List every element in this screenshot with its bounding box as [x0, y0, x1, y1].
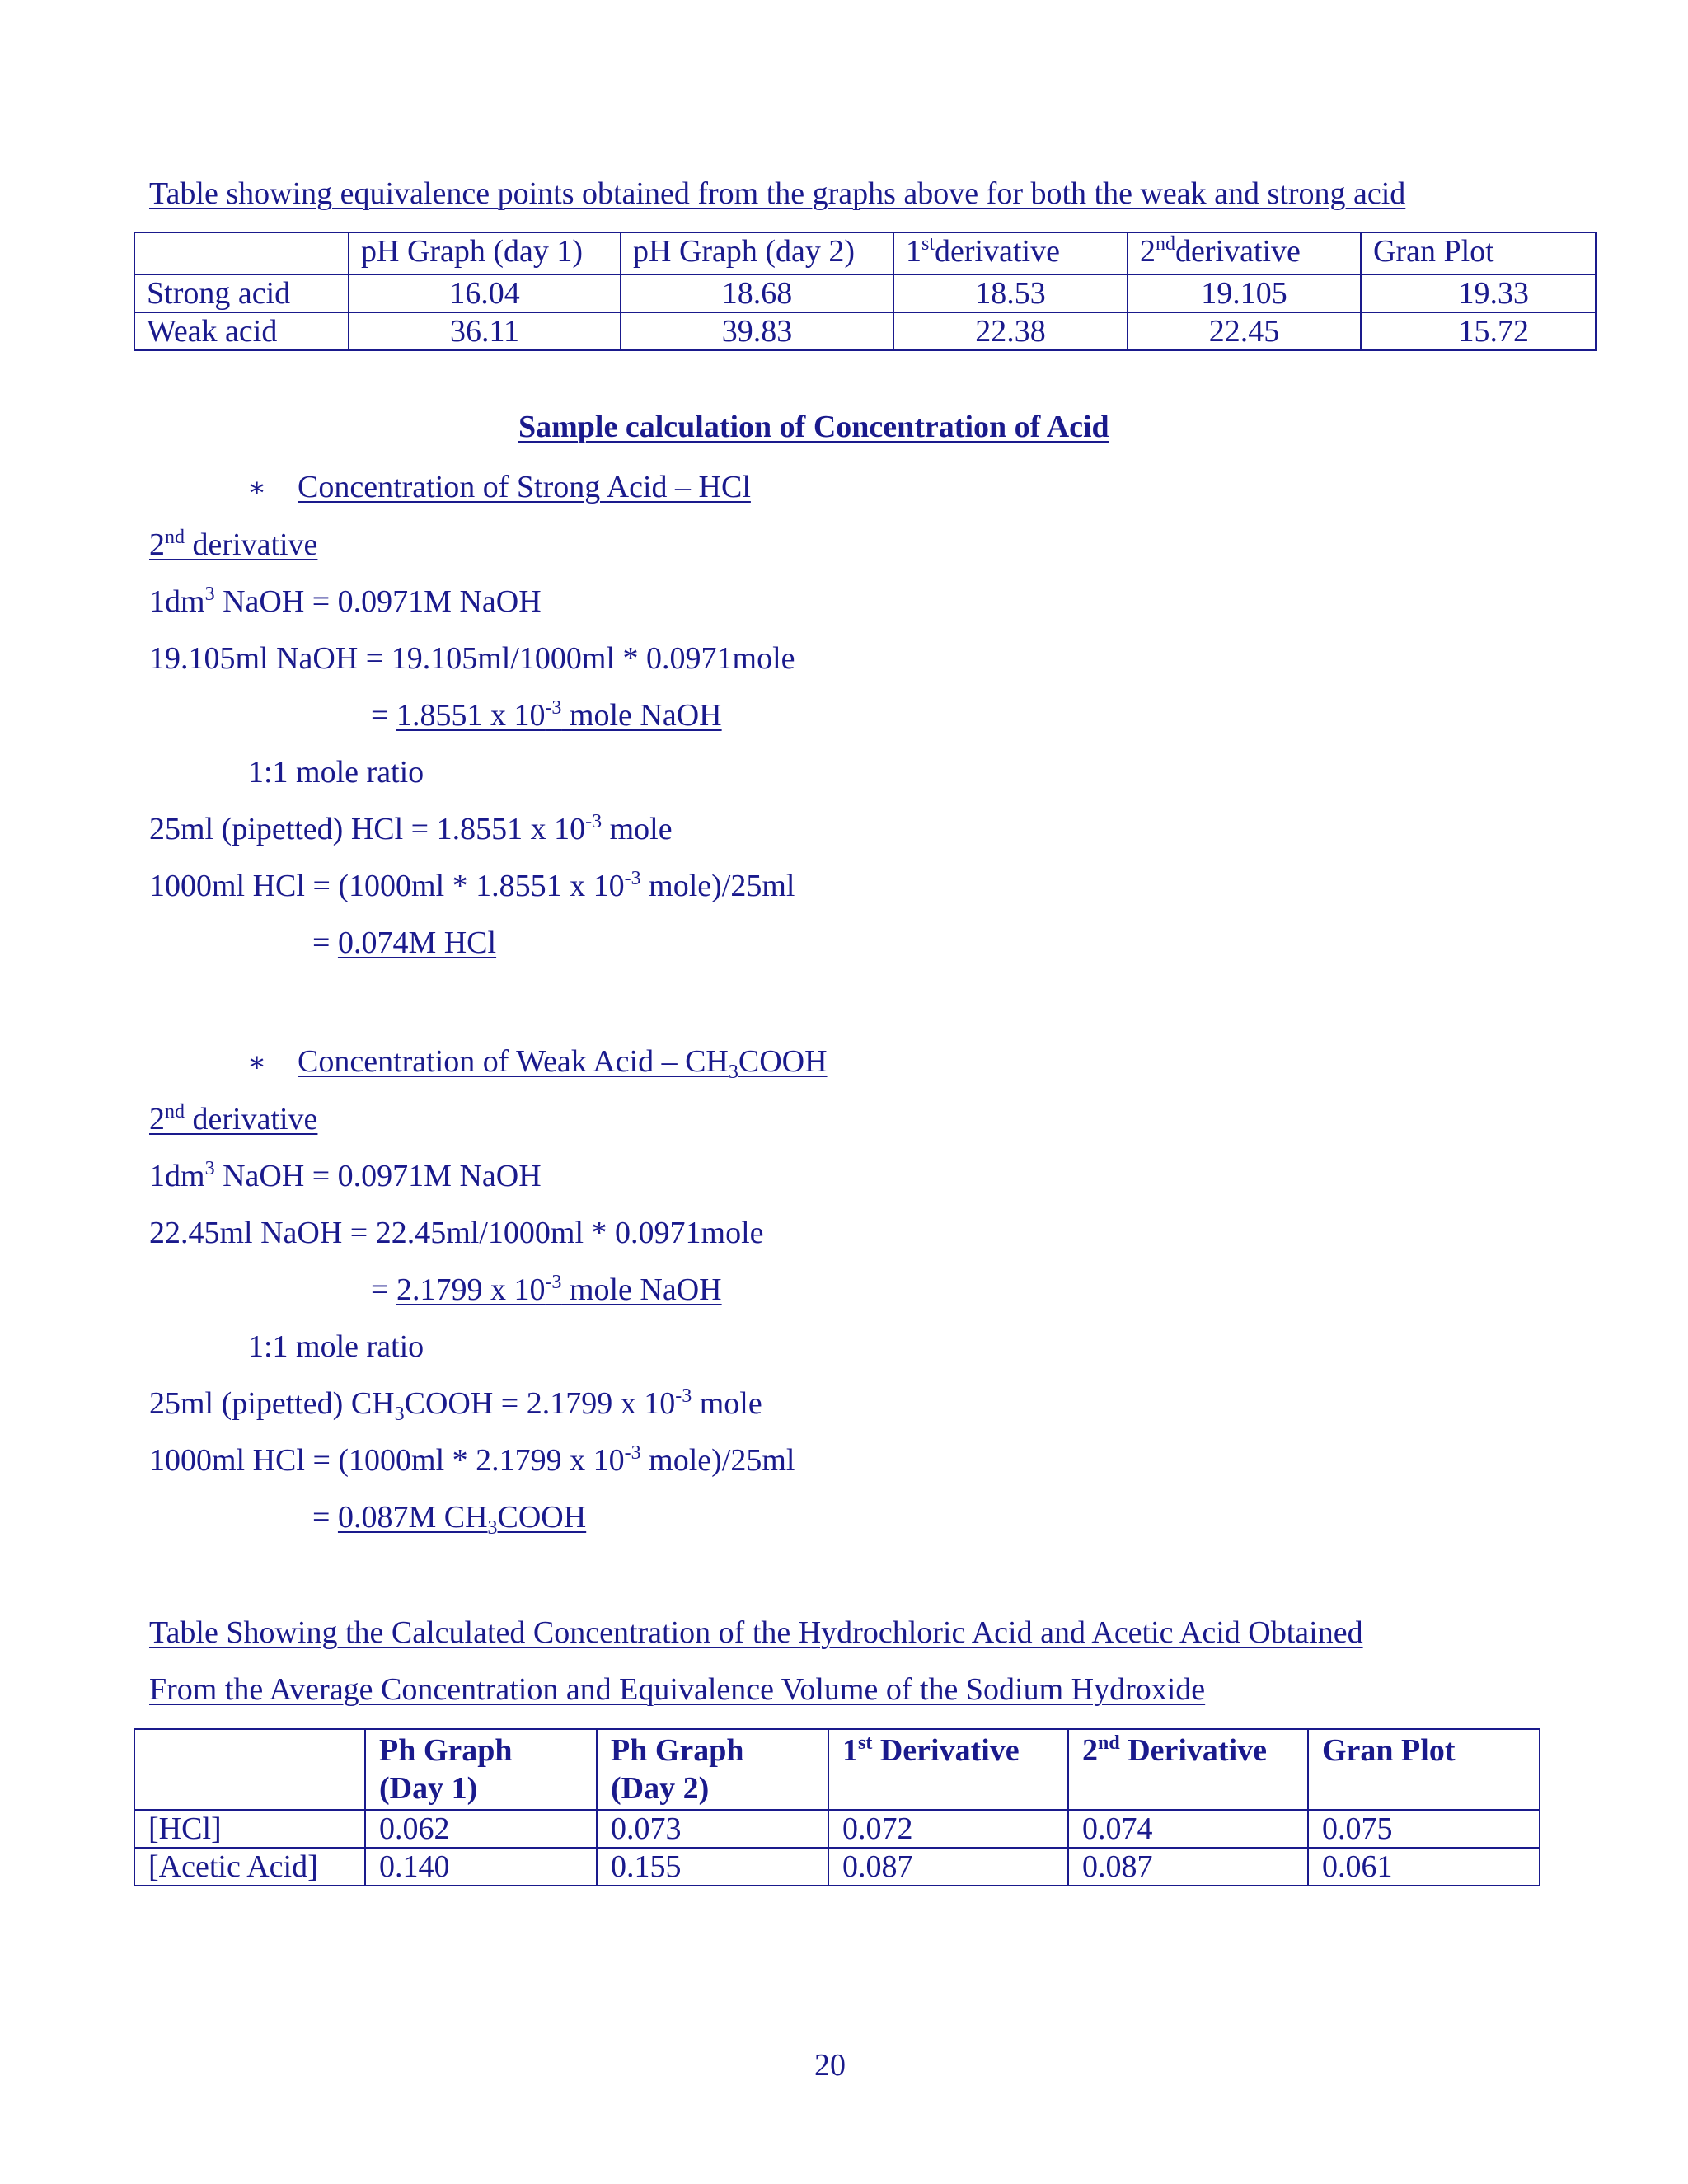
header-text: derivative [1175, 234, 1301, 269]
bullet-icon: ∗ [247, 1047, 267, 1078]
method-word: derivative [185, 527, 318, 562]
weak-moles-result [396, 1272, 722, 1307]
table-cell: 0.075 [1308, 1810, 1540, 1848]
weak-acid-title [298, 1043, 828, 1085]
text-part: COOH [497, 1500, 587, 1535]
ordinal-suffix: nd [1156, 233, 1175, 255]
row-label: [HCl] [134, 1810, 365, 1848]
header-text: Derivative [872, 1733, 1020, 1768]
text-part: 25ml (pipetted) CH [149, 1386, 395, 1421]
table-header-cell [597, 1729, 828, 1810]
equals-sign: = [371, 698, 396, 733]
superscript: -3 [585, 811, 603, 832]
section-heading: Sample calculation of Concentration of Acid [518, 410, 1109, 444]
superscript: -3 [545, 697, 562, 719]
text-part: mole)/25ml [640, 869, 795, 903]
table-row [134, 1848, 1540, 1886]
table-cell: 0.155 [597, 1848, 828, 1886]
table-header-cell [1068, 1729, 1308, 1810]
text-part: 1dm [149, 584, 205, 619]
table-header-cell [365, 1729, 597, 1810]
table-header-cell: pH Graph (day 2) [621, 232, 893, 274]
weak-line-1 [149, 1157, 542, 1199]
text-part: Concentration of Weak Acid – CH [298, 1044, 729, 1079]
page-number: 20 [814, 2048, 846, 2083]
superscript: -3 [624, 1442, 641, 1464]
table-cell: 0.062 [365, 1810, 597, 1848]
ordinal-number: 1 [906, 234, 921, 269]
ordinal-number: 2 [149, 1102, 165, 1137]
header-line: Ph Graph [379, 1733, 513, 1768]
table-cell: 19.105 [1128, 274, 1361, 312]
table-cell: 0.074 [1068, 1810, 1308, 1848]
text-part: 1.8551 x 10 [396, 698, 546, 733]
table-row [134, 274, 1596, 312]
table-row [134, 312, 1596, 350]
superscript: 3 [204, 583, 215, 605]
superscript: 3 [204, 1158, 215, 1179]
strong-line-5 [149, 867, 795, 909]
superscript: -3 [624, 868, 641, 889]
table-cell: 19.33 [1361, 274, 1596, 312]
row-label: Strong acid [134, 274, 349, 312]
table-cell: 36.11 [349, 312, 621, 350]
bullet-icon: ∗ [247, 473, 267, 504]
table-cell: 18.53 [893, 274, 1128, 312]
text-part: 1dm [149, 1159, 205, 1193]
weak-line-3 [371, 1271, 722, 1313]
weak-line-5 [149, 1441, 795, 1483]
header-line: Ph Graph [611, 1733, 744, 1768]
concentration-table [134, 1728, 1540, 1886]
table-header-cell [134, 232, 349, 274]
equals-sign: = [371, 1272, 396, 1307]
table-cell: 22.45 [1128, 312, 1361, 350]
ordinal-number: 1 [842, 1733, 858, 1768]
text-part: mole NaOH [561, 1272, 722, 1307]
subscript: 3 [728, 1062, 738, 1083]
weak-method-label [149, 1100, 317, 1142]
strong-line-3 [371, 696, 722, 738]
method-word: derivative [185, 1102, 318, 1137]
text-part: 1000ml HCl = (1000ml * 1.8551 x 10 [149, 869, 625, 903]
header-text: derivative [935, 234, 1060, 269]
superscript: -3 [545, 1272, 562, 1293]
text-part: 1000ml HCl = (1000ml * 2.1799 x 10 [149, 1443, 625, 1478]
ordinal-number: 2 [1082, 1733, 1098, 1768]
text-part: mole [692, 1386, 762, 1421]
strong-ratio: 1:1 mole ratio [248, 755, 424, 790]
table-header-cell [893, 232, 1128, 274]
header-line: (Day 1) [379, 1771, 478, 1806]
strong-concentration-result: 0.074M HCl [337, 926, 497, 960]
strong-line-6 [312, 924, 496, 962]
equals-sign: = [312, 926, 338, 960]
ordinal-suffix: st [858, 1732, 873, 1754]
table-cell: 0.087 [1068, 1848, 1308, 1886]
table-cell: 0.072 [828, 1810, 1068, 1848]
table-header-row [134, 232, 1596, 274]
weak-ratio: 1:1 mole ratio [248, 1329, 424, 1364]
ordinal-number: 2 [149, 527, 165, 562]
equals-sign: = [312, 1500, 338, 1535]
table2-caption-line-2: From the Average Concentration and Equivalence Volume of the Sodium Hydroxide [149, 1672, 1206, 1707]
table-cell: 0.073 [597, 1810, 828, 1848]
strong-method-label [149, 526, 317, 568]
subscript: 3 [487, 1517, 498, 1539]
table-header-cell: Gran Plot [1361, 232, 1596, 274]
table1-caption: Table showing equivalence points obtained from the graphs above for both the weak and strong acid [149, 176, 1406, 211]
text-part: 2.1799 x 10 [396, 1272, 546, 1307]
table-cell: 16.04 [349, 274, 621, 312]
table-cell: 22.38 [893, 312, 1128, 350]
ordinal-number: 2 [1140, 234, 1156, 269]
strong-moles-result [396, 698, 722, 733]
table2-caption-line-1: Table Showing the Calculated Concentration of the Hydrochloric Acid and Acetic Acid Obtained [149, 1615, 1363, 1650]
weak-line-6 [312, 1498, 586, 1540]
subscript: 3 [394, 1404, 405, 1425]
text-part: 25ml (pipetted) HCl = 1.8551 x 10 [149, 812, 586, 846]
header-line: (Day 2) [611, 1771, 710, 1806]
text-part: mole)/25ml [640, 1443, 795, 1478]
superscript: -3 [675, 1385, 692, 1407]
strong-line-4 [149, 810, 673, 852]
table-cell: 39.83 [621, 312, 893, 350]
row-label: Weak acid [134, 312, 349, 350]
text-part: mole NaOH [561, 698, 722, 733]
table-header-cell [1128, 232, 1361, 274]
ordinal-suffix: st [921, 233, 935, 255]
table-cell: 0.087 [828, 1848, 1068, 1886]
row-label: [Acetic Acid] [134, 1848, 365, 1886]
header-text: Derivative [1119, 1733, 1268, 1768]
table-cell: 0.140 [365, 1848, 597, 1886]
table-cell: 15.72 [1361, 312, 1596, 350]
strong-acid-title: Concentration of Strong Acid – HCl [298, 470, 751, 504]
text-part: NaOH = 0.0971M NaOH [214, 584, 542, 619]
weak-line-2: 22.45ml NaOH = 22.45ml/1000ml * 0.0971mole [149, 1216, 764, 1250]
ordinal-suffix: nd [165, 527, 185, 548]
ordinal-suffix: nd [1098, 1732, 1120, 1754]
strong-line-1 [149, 583, 542, 625]
text-part: 0.087M CH [337, 1500, 488, 1535]
equivalence-points-table [134, 232, 1597, 351]
weak-concentration-result [337, 1500, 587, 1539]
table-cell: 18.68 [621, 274, 893, 312]
strong-line-2: 19.105ml NaOH = 19.105ml/1000ml * 0.0971mole [149, 641, 795, 676]
text-part: COOH [738, 1044, 828, 1079]
table-header-row [134, 1729, 1540, 1810]
table-row [134, 1810, 1540, 1848]
table-header-cell: pH Graph (day 1) [349, 232, 621, 274]
table-header-cell [134, 1729, 365, 1810]
table-cell: 0.061 [1308, 1848, 1540, 1886]
text-part: NaOH = 0.0971M NaOH [214, 1159, 542, 1193]
weak-line-4 [149, 1385, 762, 1427]
text-part: COOH = 2.1799 x 10 [404, 1386, 676, 1421]
ordinal-suffix: nd [165, 1101, 185, 1122]
table-header-cell: Gran Plot [1308, 1729, 1540, 1810]
text-part: mole [602, 812, 673, 846]
table-header-cell [828, 1729, 1068, 1810]
